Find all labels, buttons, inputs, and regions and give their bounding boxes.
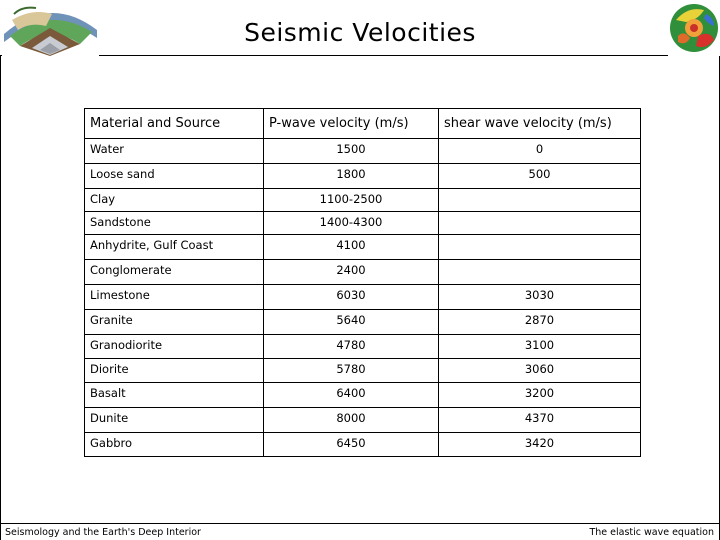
table-header-row xyxy=(85,109,641,139)
page-title: Seismic Velocities xyxy=(244,18,476,47)
s-velocity-cell xyxy=(439,260,641,285)
material-cell: Water xyxy=(85,139,264,164)
material-cell: Anhydrite, Gulf Coast xyxy=(85,235,264,260)
material-cell: Diorite xyxy=(85,359,264,383)
material-cell: Sandstone xyxy=(85,212,264,235)
table-row xyxy=(85,235,641,260)
material-cell: Gabbro xyxy=(85,433,264,457)
p-velocity-cell: 1400-4300 xyxy=(264,212,439,235)
p-velocity-cell: 5780 xyxy=(264,359,439,383)
s-velocity-cell: 2870 xyxy=(439,310,641,335)
seismic-velocity-table xyxy=(84,108,641,457)
s-velocity-cell: 3420 xyxy=(439,433,641,457)
frame-left-line xyxy=(0,55,1,540)
header-shear-wave: shear wave velocity (m/s) xyxy=(439,109,641,139)
table-row xyxy=(85,212,641,235)
footer-section-title: The elastic wave equation xyxy=(589,527,714,538)
material-cell: Basalt xyxy=(85,383,264,408)
s-velocity-cell xyxy=(439,189,641,212)
s-velocity-cell xyxy=(439,212,641,235)
s-velocity-cell: 3100 xyxy=(439,335,641,359)
header-p-wave: P-wave velocity (m/s) xyxy=(264,109,439,139)
s-velocity-cell: 0 xyxy=(439,139,641,164)
s-velocity-cell: 3030 xyxy=(439,285,641,310)
frame-bottom-line xyxy=(0,523,720,524)
material-cell: Conglomerate xyxy=(85,260,264,285)
table-row xyxy=(85,310,641,335)
frame-top-line xyxy=(0,55,720,56)
p-velocity-cell: 6400 xyxy=(264,383,439,408)
material-cell: Granodiorite xyxy=(85,335,264,359)
p-velocity-cell: 4780 xyxy=(264,335,439,359)
p-velocity-cell: 8000 xyxy=(264,408,439,433)
header-material: Material and Source xyxy=(85,109,264,139)
p-velocity-cell: 1100-2500 xyxy=(264,189,439,212)
material-cell: Loose sand xyxy=(85,164,264,189)
material-cell: Dunite xyxy=(85,408,264,433)
material-cell: Granite xyxy=(85,310,264,335)
p-velocity-cell: 4100 xyxy=(264,235,439,260)
p-velocity-cell: 6450 xyxy=(264,433,439,457)
table-row xyxy=(85,189,641,212)
table-row xyxy=(85,164,641,189)
p-velocity-cell: 1800 xyxy=(264,164,439,189)
table-row xyxy=(85,359,641,383)
table-row xyxy=(85,383,641,408)
table-row xyxy=(85,139,641,164)
p-velocity-cell: 6030 xyxy=(264,285,439,310)
s-velocity-cell: 500 xyxy=(439,164,641,189)
table-row xyxy=(85,285,641,310)
s-velocity-cell: 4370 xyxy=(439,408,641,433)
p-velocity-cell: 1500 xyxy=(264,139,439,164)
p-velocity-cell: 2400 xyxy=(264,260,439,285)
s-velocity-cell: 3060 xyxy=(439,359,641,383)
table-row xyxy=(85,433,641,457)
p-velocity-cell: 5640 xyxy=(264,310,439,335)
footer-course-title: Seismology and the Earth's Deep Interior xyxy=(5,527,201,538)
table-row xyxy=(85,408,641,433)
table-row xyxy=(85,260,641,285)
material-cell: Limestone xyxy=(85,285,264,310)
table-row xyxy=(85,335,641,359)
s-velocity-cell: 3200 xyxy=(439,383,641,408)
s-velocity-cell xyxy=(439,235,641,260)
material-cell: Clay xyxy=(85,189,264,212)
